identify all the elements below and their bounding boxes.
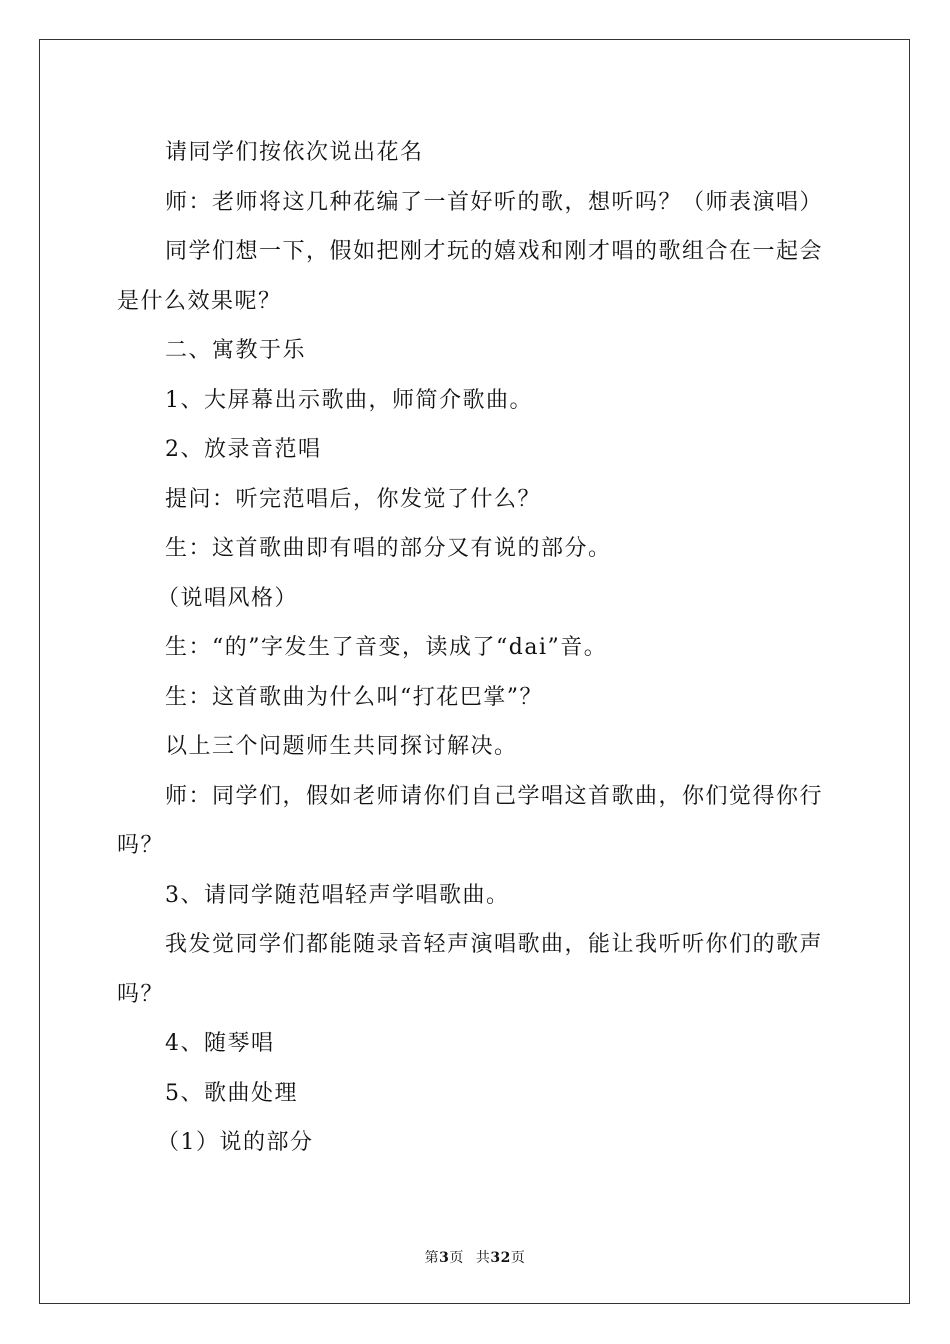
paragraph: 4、随琴唱 bbox=[165, 1031, 275, 1056]
page-number: 3 bbox=[439, 1250, 450, 1266]
paragraph: 师：同学们，假如老师请你们自己学唱这首歌曲，你们觉得你行吗？ bbox=[117, 783, 824, 858]
paragraph: 生：这首歌曲即有唱的部分又有说的部分。 bbox=[165, 536, 612, 561]
paragraph: 请同学们按依次说出花名 bbox=[165, 140, 424, 165]
paragraph: 提问：听完范唱后，你发觉了什么？ bbox=[165, 486, 542, 512]
document-body bbox=[117, 128, 833, 1168]
total-pages: 32 bbox=[490, 1250, 511, 1266]
paragraph: （说唱风格） bbox=[157, 585, 299, 611]
total-prefix: 共 bbox=[475, 1250, 491, 1266]
paragraph: （1）说的部分 bbox=[157, 1130, 314, 1155]
paragraph: 生：这首歌曲为什么叫“打花巴掌”？ bbox=[165, 684, 543, 710]
paragraph: 1、大屏幕出示歌曲，师简介歌曲。 bbox=[165, 387, 533, 413]
paragraph: 3、请同学随范唱轻声学唱歌曲。 bbox=[165, 882, 510, 908]
paragraph: 师：老师将这几种花编了一首好听的歌，想听吗？（师表演唱） bbox=[165, 189, 824, 215]
page-prefix: 第 bbox=[424, 1250, 440, 1266]
paragraph: 我发觉同学们都能随录音轻声演唱歌曲，能让我听听你们的歌声吗？ bbox=[117, 932, 824, 1007]
page-footer bbox=[0, 1247, 950, 1267]
paragraph: 2、放录音范唱 bbox=[165, 437, 322, 462]
paragraph: 以上三个问题师生共同探讨解决。 bbox=[165, 734, 518, 759]
page-suffix: 页 bbox=[449, 1250, 464, 1266]
total-suffix: 页 bbox=[510, 1250, 526, 1266]
paragraph: 同学们想一下，假如把刚才玩的嬉戏和刚才唱的歌组合在一起会是什么效果呢？ bbox=[117, 239, 824, 314]
paragraph: 生：“的”字发生了音变，读成了“dai”音。 bbox=[165, 635, 608, 660]
paragraph: 5、歌曲处理 bbox=[165, 1080, 298, 1106]
section-heading: 二、寓教于乐 bbox=[165, 338, 307, 363]
